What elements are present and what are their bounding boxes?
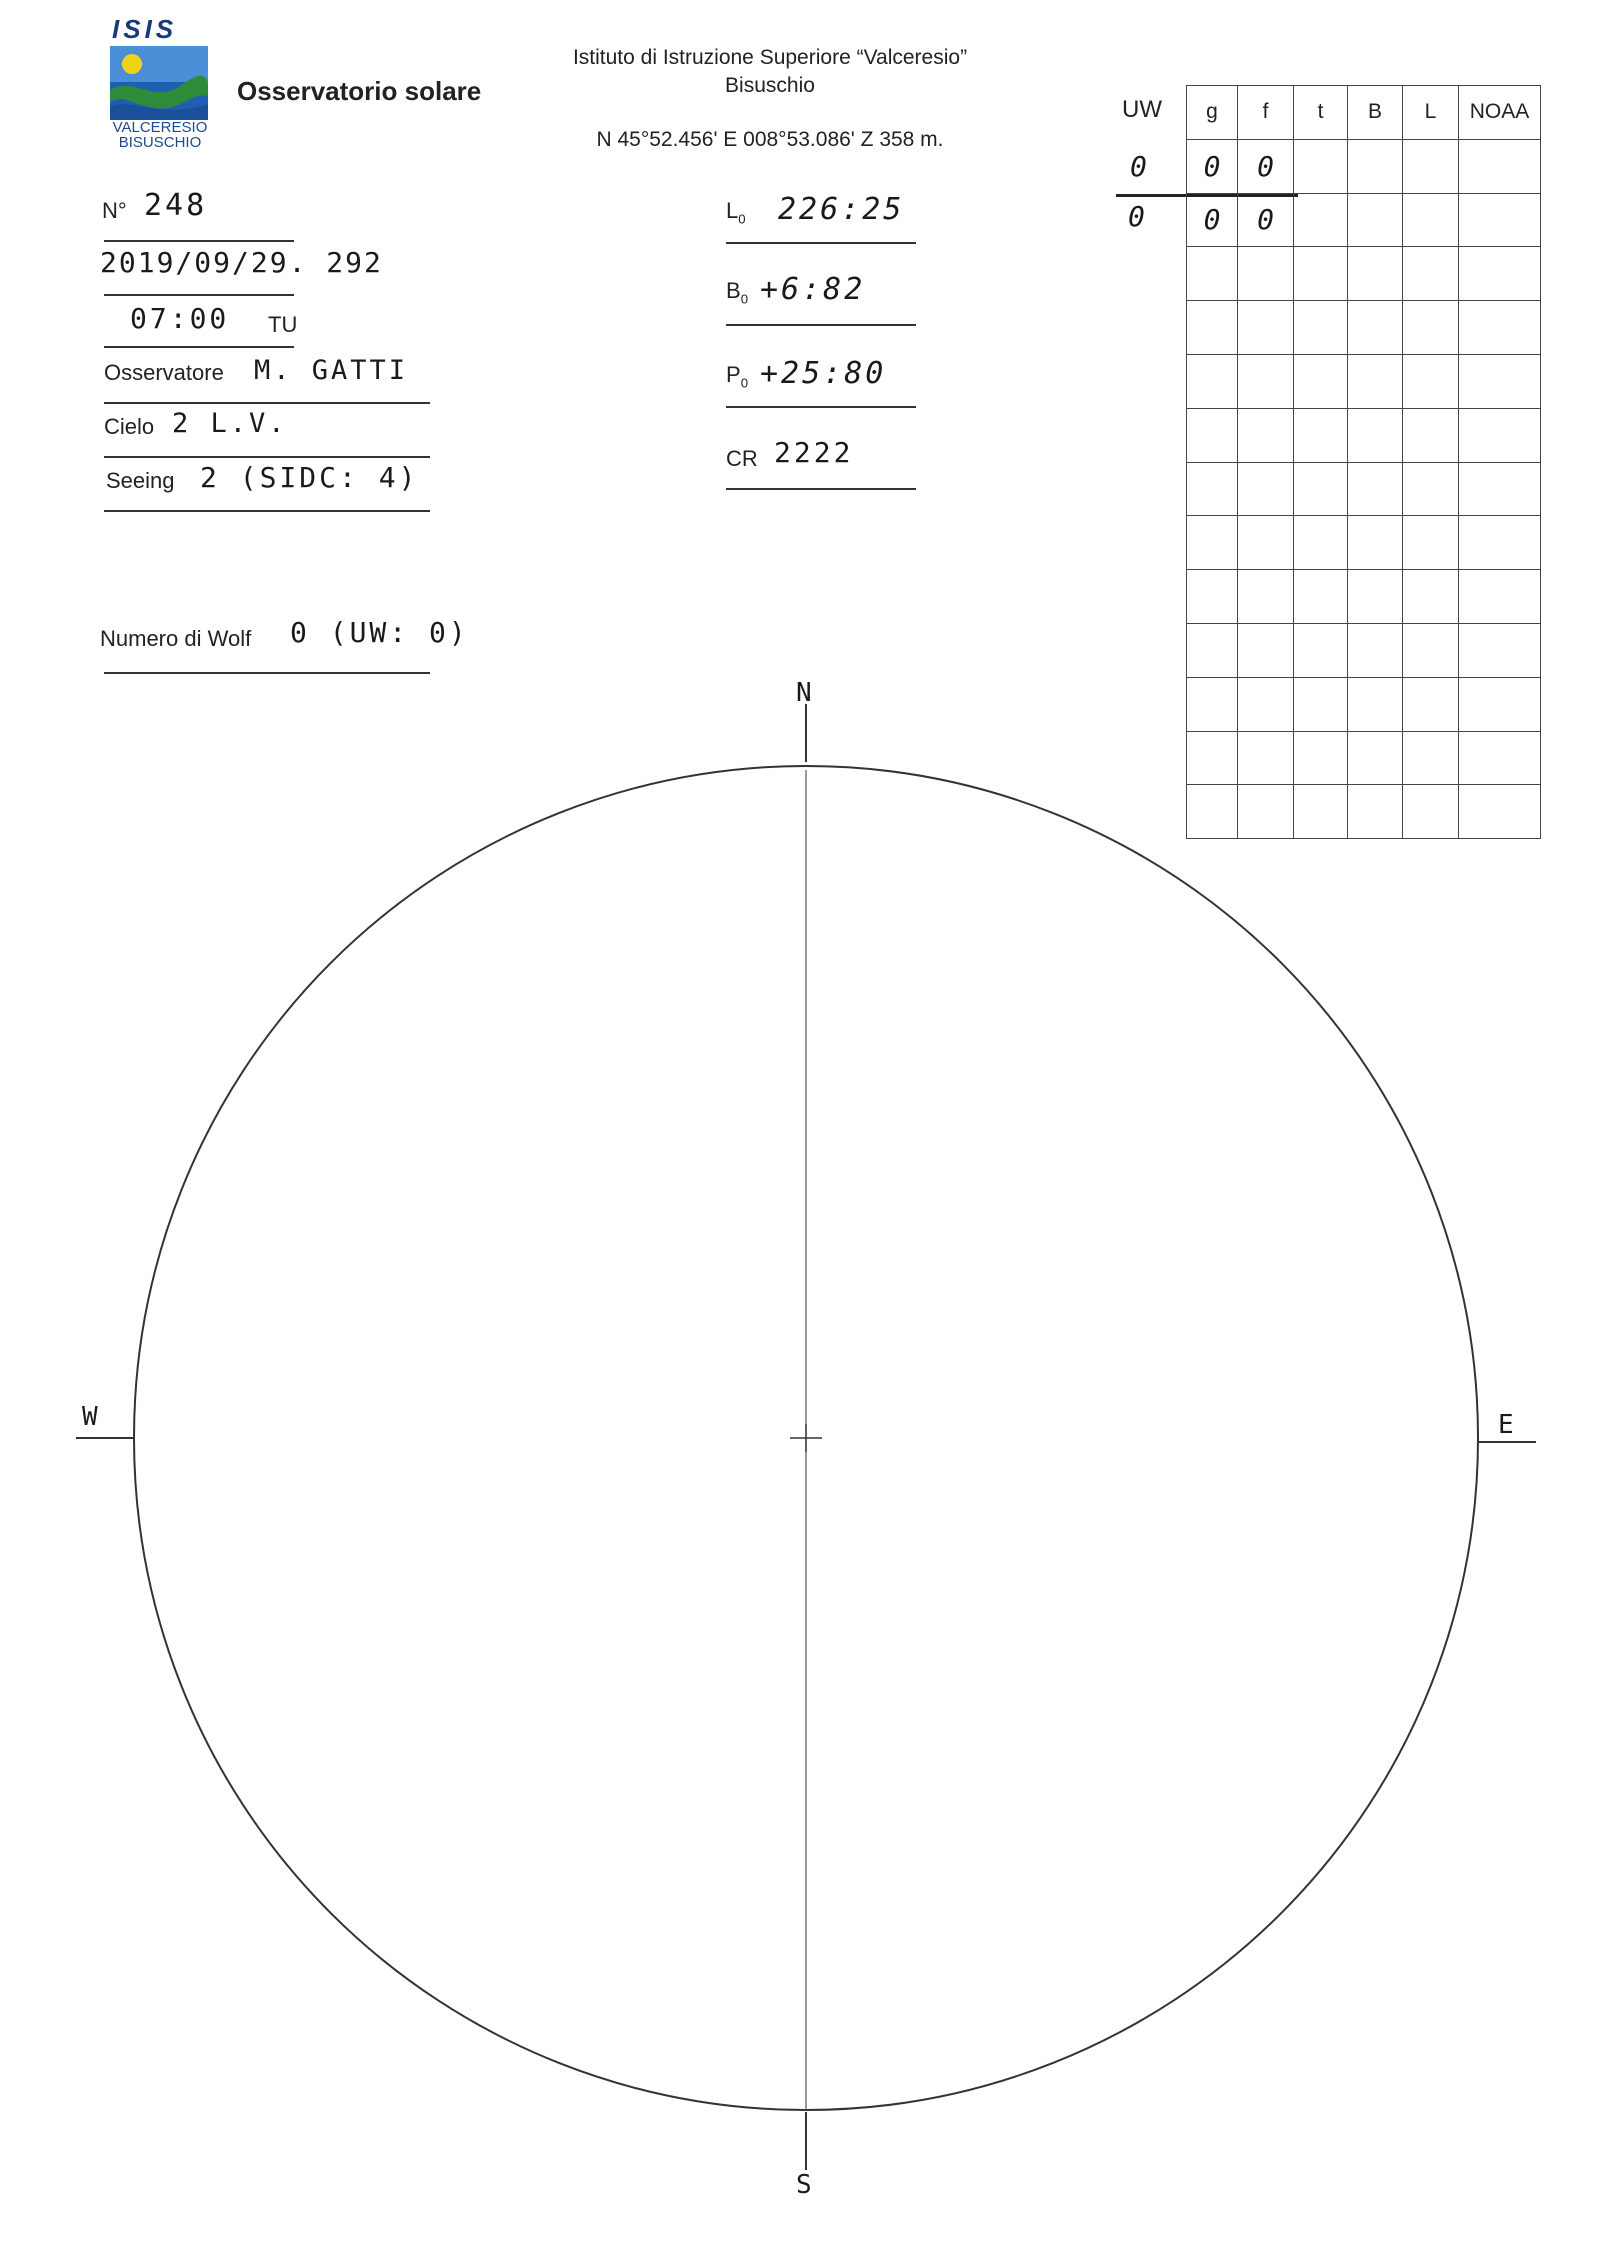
institute-name: Istituto di Istruzione Superiore “Valceresio”	[572, 46, 968, 69]
time-value: 07:00	[130, 302, 230, 335]
observer-label: Osservatore	[104, 360, 224, 385]
west-label: W	[82, 1402, 101, 1432]
east-label: E	[1498, 1410, 1517, 1440]
l0-label: $L_0$	[726, 198, 746, 227]
uw-value-1: 0	[1130, 150, 1150, 183]
institute-location: Bisuschio	[725, 74, 815, 97]
table-header-cell: t	[1294, 86, 1348, 140]
p0-label: $P_0$	[726, 362, 749, 391]
observer-value: M. GATTI	[254, 355, 409, 386]
table-header-cell: B	[1348, 86, 1403, 140]
sky-label: Cielo	[104, 414, 155, 439]
wolf-value: 0 (UW: 0)	[290, 616, 469, 649]
table-cell: 0	[1187, 139, 1238, 193]
b0-label: $B_0$	[726, 278, 749, 307]
p0-value: +25:80	[760, 356, 887, 391]
cr-label: CR	[726, 446, 758, 471]
logo-caption-line2: BISUSCHIO	[118, 134, 202, 151]
number-label: N°	[102, 198, 127, 223]
table-header-cell: NOAA	[1459, 86, 1541, 140]
seeing-value: 2 (SIDC: 4)	[200, 461, 419, 494]
table-cell: 0	[1238, 193, 1294, 247]
table-cell: 0	[1187, 193, 1238, 247]
wolf-label: Numero di Wolf	[100, 626, 252, 651]
sky-value: 2 L.V.	[172, 408, 288, 439]
number-value: 248	[144, 188, 208, 223]
time-unit: TU	[268, 312, 298, 337]
page-title: Osservatorio solare	[237, 76, 482, 106]
b0-value: +6:82	[760, 272, 866, 307]
seeing-label: Seeing	[106, 468, 175, 493]
table-header-cell: L	[1403, 86, 1459, 140]
uw-header: UW	[1122, 96, 1162, 123]
table-cell: 0	[1238, 139, 1294, 193]
table-header-cell: f	[1238, 86, 1294, 140]
table-header-cell: g	[1187, 86, 1238, 140]
south-label: S	[796, 2170, 815, 2200]
l0-value: 226:25	[778, 192, 905, 227]
uw-value-2: 0	[1128, 200, 1148, 233]
logo-wordmark: ISIS	[112, 14, 178, 44]
observatory-coordinates: N 45°52.456' E 008°53.086' Z 358 m.	[596, 128, 944, 151]
date-value: 2019/09/29. 292	[100, 246, 383, 279]
north-label: N	[796, 678, 815, 708]
cr-value: 2222	[774, 436, 854, 469]
logo-caption-line1: VALCERESIO	[112, 119, 208, 136]
